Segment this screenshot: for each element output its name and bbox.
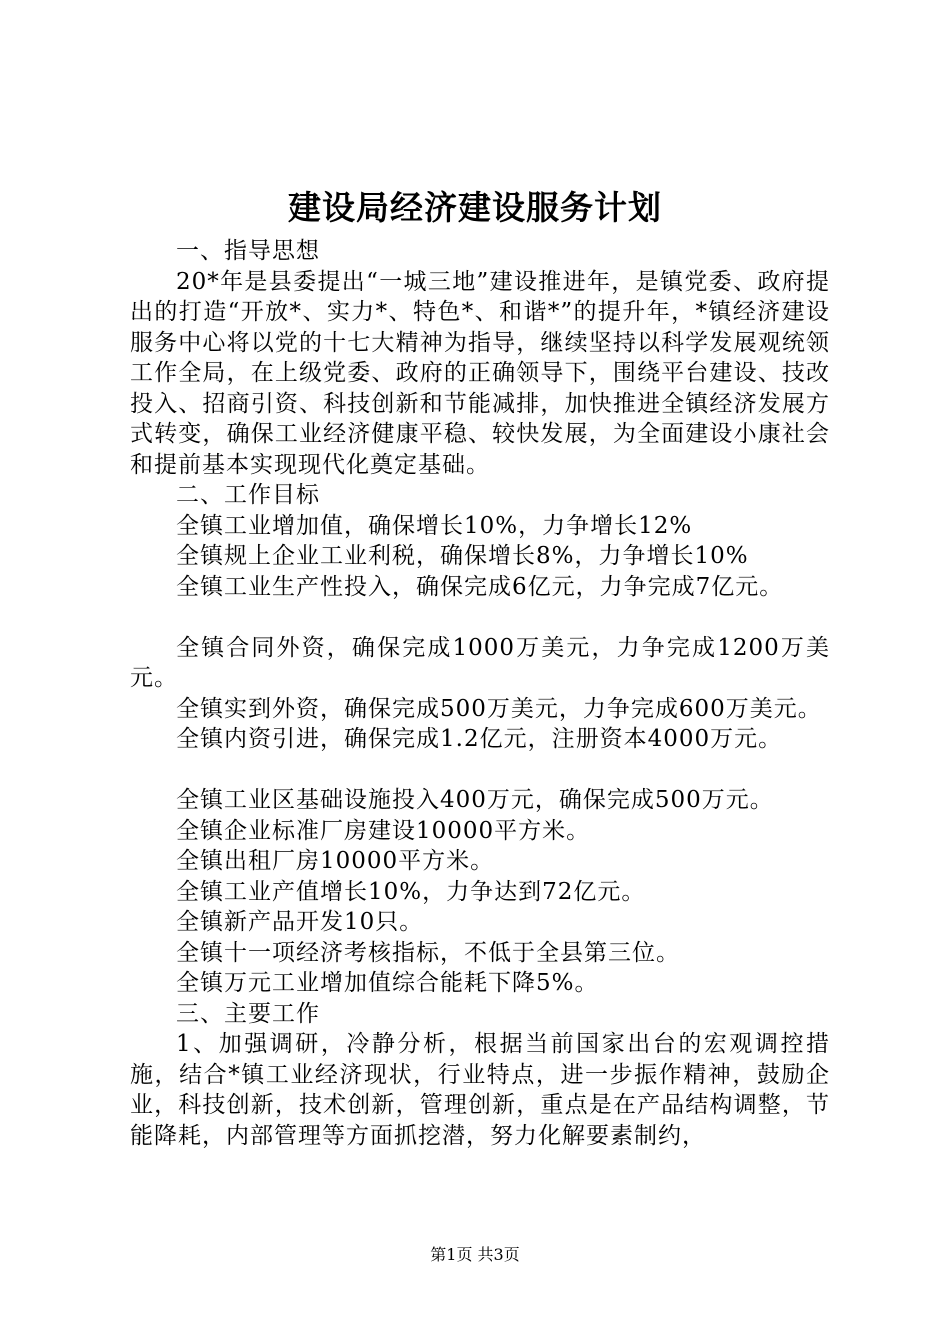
goal-profit-tax: 全镇规上企业工业利税，确保增长8%，力争增长10%	[176, 543, 749, 569]
section-heading-guiding-ideology: 一、指导思想	[176, 238, 320, 264]
section-heading-work-goals: 二、工作目标	[176, 482, 320, 508]
page-footer: 第1页 共3页	[430, 1245, 520, 1264]
goal-new-products: 全镇新产品开发10只。	[176, 909, 424, 935]
paragraph-main-work-1: 1、加强调研，冷静分析，根据当前国家出台的宏观调控措施，结合*镇工业经济现状，行业特点，进一步振作精神，鼓励企业，科技创新，技术创新，管理创新，重点是在产品结构调整，节能降耗，内部管理等方面抓挖潜，努力化解要素制约，	[130, 1031, 830, 1149]
goal-assessment-indicators: 全镇十一项经济考核指标，不低于全县第三位。	[176, 939, 680, 966]
goal-productive-investment: 全镇工业生产性投入，确保完成6亿元，力争完成7亿元。	[176, 573, 784, 600]
blank-line	[130, 602, 830, 633]
goal-domestic-capital: 全镇内资引进，确保完成1.2亿元，注册资本4000万元。	[176, 726, 783, 752]
blank-line	[130, 755, 830, 786]
section-heading-main-work: 三、主要工作	[176, 1000, 320, 1027]
goal-energy-consumption: 全镇万元工业增加值综合能耗下降5%。	[176, 970, 599, 996]
goal-industrial-output: 全镇工业产值增长10%，力争达到72亿元。	[176, 878, 646, 905]
document-title: 建设局经济建设服务计划	[288, 188, 662, 227]
goal-standard-factory: 全镇企业标准厂房建设10000平方米。	[176, 817, 591, 844]
goal-rental-factory: 全镇出租厂房10000平方米。	[176, 848, 495, 874]
goal-infrastructure-investment: 全镇工业区基础设施投入400万元，确保完成500万元。	[176, 787, 774, 813]
document-body	[130, 236, 830, 1151]
goal-actual-foreign-capital: 全镇实到外资，确保完成500万美元，力争完成600万美元。	[176, 695, 822, 722]
goal-industrial-added-value: 全镇工业增加值，确保增长10%，力争增长12%	[176, 512, 693, 539]
goal-contract-foreign-capital: 全镇合同外资，确保完成1000万美元，力争完成1200万美元。	[130, 634, 830, 691]
paragraph-guiding-ideology: 20*年是县委提出“一城三地”建设推进年，是镇党委、政府提出的打造“开放*、实力*、特色*、和谐*”的提升年，*镇经济建设服务中心将以党的十七大精神为指导，继续坚持以科学发展观统领工作全局，在上级党委、政府的正确领导下，围绕平台建设、技改投入、招商引资、科技创新和节能减排，加快推进全镇经济发展方式转变，确保工业经济健康平稳、较快发展，为全面建设小康社会和提前基本实现现代化奠定基础。	[130, 268, 830, 478]
